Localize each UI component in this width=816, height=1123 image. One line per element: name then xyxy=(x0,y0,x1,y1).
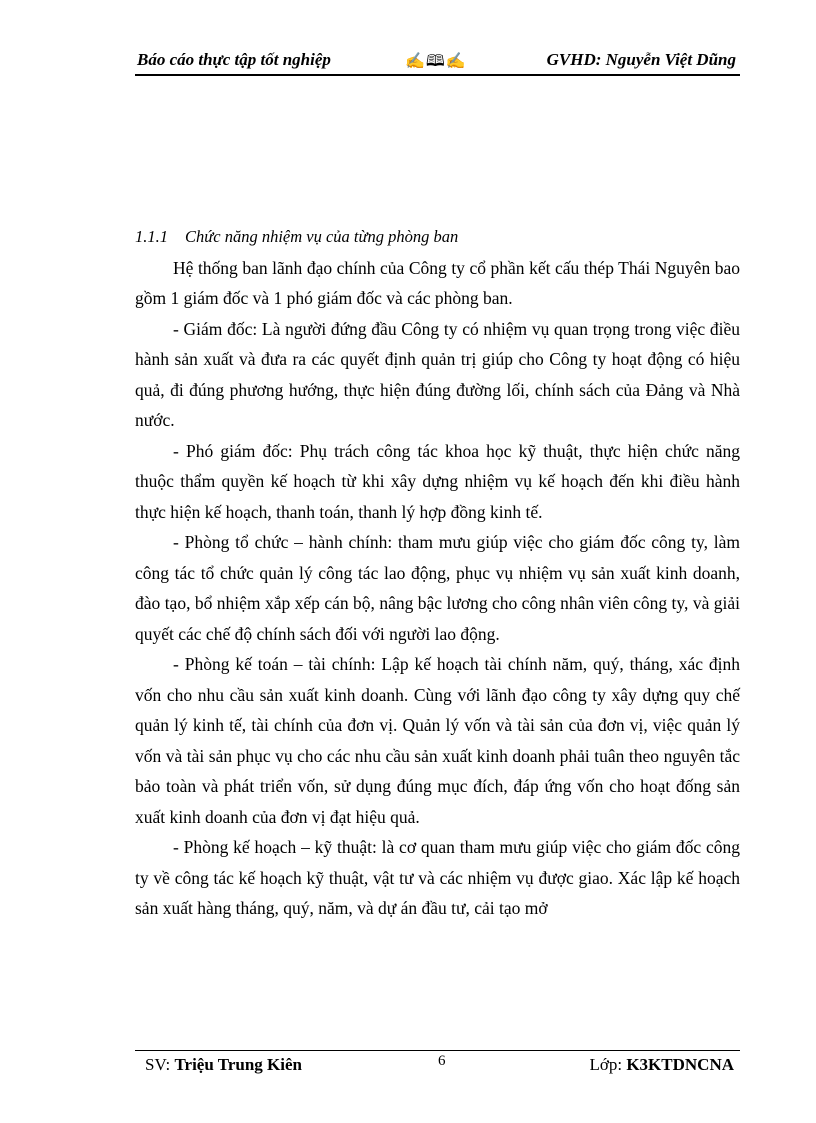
student-name: Triệu Trung Kiên xyxy=(174,1055,302,1074)
paragraph-deputy-director: - Phó giám đốc: Phụ trách công tác khoa học kỹ thuật, thực hiện chức năng thuộc thẩm quyền kế hoạch từ khi xây dựng nhiệm vụ kế hoạch đến khi điều hành thực hiện kế hoạch, thanh toán, thanh lý hợp đồng kinh tế. xyxy=(135,440,740,522)
class-info xyxy=(589,1055,734,1075)
paragraph-admin-dept: - Phòng tổ chức – hành chính: tham mưu giúp việc cho giám đốc công ty, làm công tác tổ chức quản lý công tác lao động, phục vụ nhiệm vụ sản xuất kinh doanh, đào tạo, bổ nhiệm xắp xếp cán bộ, nâng bậc lương cho công nhân viên công ty, và giải quyết các chế độ chính sách đối với người lao động. xyxy=(135,532,740,644)
page-header xyxy=(135,48,740,76)
class-label: Lớp: xyxy=(589,1055,623,1074)
document-body xyxy=(135,222,740,924)
report-title: Báo cáo thực tập tốt nghiệp xyxy=(137,50,331,69)
book-ornament-icon: ✍🕮✍ xyxy=(405,53,467,70)
paragraph-director: - Giám đốc: Là người đứng đầu Công ty có nhiệm vụ quan trọng trong việc điều hành sản xuất và đưa ra các quyết định quản trị giúp cho Công ty hoạt động có hiệu quả, đi đúng phương hướng, thực hiện đúng đường lối, chính sách của Đảng và Nhà nước. xyxy=(135,318,740,430)
student-info xyxy=(145,1055,302,1075)
section-title: Chức năng nhiệm vụ của từng phòng ban xyxy=(185,227,459,246)
student-label: SV: xyxy=(145,1055,171,1074)
section-number: 1.1.1 xyxy=(135,227,168,246)
page-number: 6 xyxy=(438,1053,446,1069)
class-name: K3KTDNCNA xyxy=(626,1055,734,1074)
section-heading xyxy=(135,222,740,253)
paragraph-planning-dept: - Phòng kế hoạch – kỹ thuật: là cơ quan tham mưu giúp việc cho giám đốc công ty về công tác kế hoạch kỹ thuật, vật tư và các nhiệm vụ được giao. Xác lập kế hoạch sản xuất hàng tháng, quý, năm, và dự án đầu tư, cải tạo mở xyxy=(135,837,740,918)
page-footer xyxy=(135,1050,740,1079)
paragraph-intro: Hệ thống ban lãnh đạo chính của Công ty cổ phần kết cấu thép Thái Nguyên bao gồm 1 giám đốc và 1 phó giám đốc và các phòng ban. xyxy=(135,257,740,308)
supervisor-name: GVHD: Nguyễn Việt Dũng xyxy=(546,50,736,69)
paragraph-finance-dept: - Phòng kế toán – tài chính: Lập kế hoạch tài chính năm, quý, tháng, xác định vốn cho nhu cầu sản xuất kinh doanh. Cùng với lãnh đạo công ty xây dựng quy chế quản lý kinh tế, tài chính của đơn vị. Quản lý vốn và tài sản của đơn vị, việc quản lý vốn và tài sản phục vụ cho các nhu cầu sản xuất kinh doanh phải tuân theo nguyên tắc bảo toàn và phát triển vốn, sử dụng đúng mục đích, đáp ứng vốn cho hoạt đống sản xuất kinh doanh của đơn vị đạt hiệu quả. xyxy=(135,654,740,827)
